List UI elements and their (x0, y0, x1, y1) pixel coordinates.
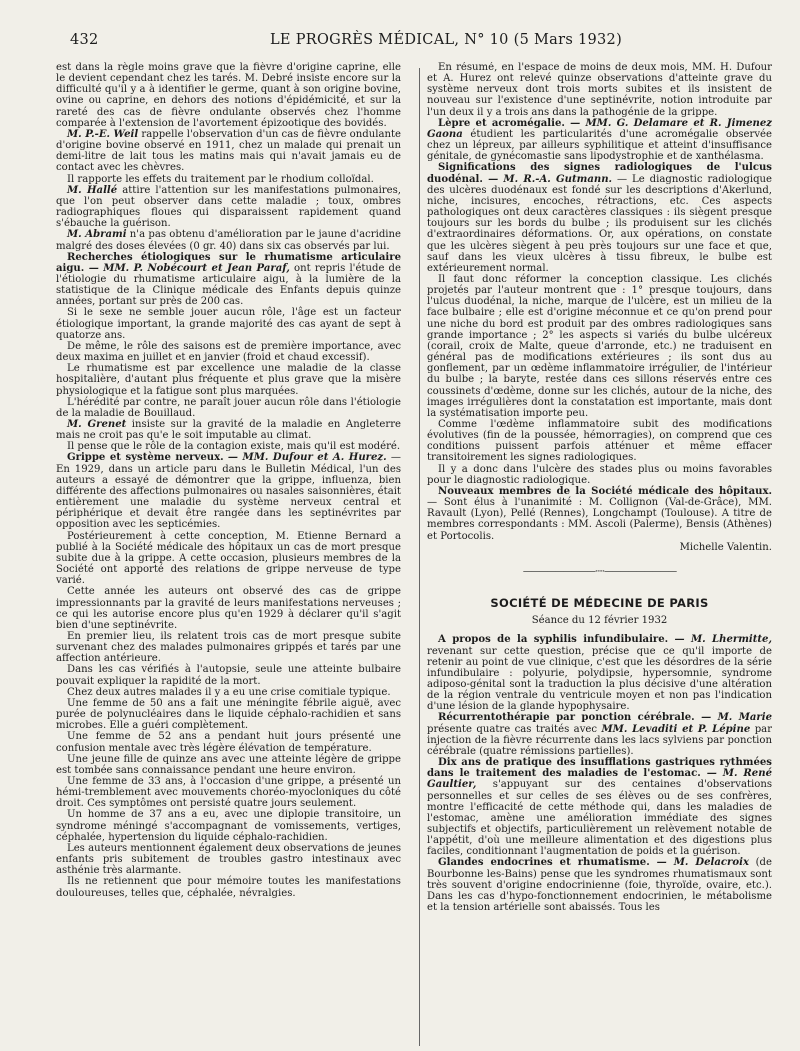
section-title: Grippe et système nerveux. (67, 452, 224, 464)
paragraph: Si le sexe ne semble jouer aucun rôle, l'âge est un facteur étiologique important, la grande majorité des cas ayant de sept à quatorze ans. (56, 307, 401, 341)
section-recurrentotherapie: Récurrentothérapie par ponction cérébrale. — M. Marie présente quatre cas traités avec MM. Levaditi et P. Lépine par injection de la fièvre récurrente dans les lacs sylviens par ponction cérébrale (quatre rémissions partielles). (427, 712, 772, 757)
section-rhumatisme: Recherches étiologiques sur le rhumatisme articulaire aigu. — MM. P. Nobécourt et Jean Paraf, ont repris l'étude de l'étiologie du rhumatisme articulaire aigu, à la lumière de la statistique de la Clinique médicale des Enfants depuis quinze années, portant sur près de 200 cas. (56, 251, 401, 308)
paragraph: Les auteurs mentionnent également deux observations de jeunes enfants pris subitement de troubles gastro intestinaux avec asthénie très alarmante. (56, 842, 401, 877)
paragraph: Cette année les auteurs ont observé des cas de grippe impressionnants par la gravité de leurs manifestations nerveuses ; ce qui les autorise encore plus qu'en 1929 à déclarer qu'il s'agit bien d'une septinévrite. (56, 586, 401, 631)
section-title: Dix ans de pratique des insufflations gastriques rythmées dans le traitement des maladies de l'estomac. (427, 757, 772, 780)
section-glandes: Glandes endocrines et rhumatisme. — M. Delacroix (de Bourbonne les-Bains) pense que les syndromes rhumatismaux sont très souvent d'origine endocrinienne (foie, thyroïde, ovaire, etc.). Dans les cas d'hypo-fonctionnement endocrinien, le métabolisme et la tension artérielle sont abaissés. Tous les (427, 857, 772, 914)
paragraph: M. Grenet insiste sur la gravité de la maladie en Angleterre mais ne croit pas qu'e le soit imputable au climat. (56, 419, 401, 442)
paragraph: Ils ne retiennent que pour mémoire toutes les manifestations douloureuses, telles que, céphalée, névralgies. (56, 876, 401, 899)
paragraph: Il rapporte les effets du traitement par le rhodium colloïdal. (67, 173, 374, 185)
paragraph: Dans les cas vérifiés à l'autopsie, seule une atteinte bulbaire pouvait expliquer la rapidité de la mort. (56, 664, 401, 687)
paragraph: En résumé, en l'espace de moins de deux mois, MM. H. Dufour et A. Hurez ont relevé quinze observations d'atteinte grave du système nerveux dont trois morts subites et ils insistent de nouveau sur l'existence d'une septinévrite, notion introduite par l'un deux il y a trois ans dans la pathogénie de la grippe. (427, 62, 772, 118)
paragraph: M. Abrami n'a pas obtenu d'amélioration par le jaune d'acridine malgré des doses élevées (0 gr. 40) dans six cas observés par lui. (56, 229, 401, 252)
section-insufflations: Dix ans de pratique des insufflations gastriques rythmées dans le traitement des maladies de l'estomac. — M. René Gaultier, s'appuyant sur des centaines d'observations personnelles et sur celles de ses élèves ou de ses confrères, montre l'efficacité de cette méthode qui, dans les maladies de l'estomac, amène une amélioration immédiate des signes subjectifs et objectifs, particulièrement un relèvement notable de l'appétit, d'où une meilleure alimentation et des digestions plus faciles, conditionnant l'augmentation de poids et la guérison. (427, 757, 772, 858)
paragraph: Une femme de 52 ans a pendant huit jours présenté une confusion mentale avec très légère élévation de température. (56, 731, 401, 754)
section-ulcus: Significations des signes radiologiques de l'ulcus duodénal. — M. R.-A. Gutmann. — Le diagnostic radiologique des ulcères duodénaux est fondé sur les descriptions d'Akerlund, niche, incisures, encoches, rétractions, etc. Ces aspects pathologiques ont deux caractères classiques : ils siègent presque toujours sur les bords du bulbe ; ils produisent sur les clichés d'extraordinaires déformations. Or, aux opérations, on constate que les ulcères siègent à peu près toujours sur une face et que, sauf dans les vieux ulcères à tissu fibreux, le bulbe est extérieurement normal. (427, 162, 772, 274)
section-title: A propos de la syphilis infundibulaire. (438, 634, 669, 646)
paragraph: Comme l'œdème inflammatoire subit des modifications évolutives (fin de la poussée, hémorragies), on comprend que ces conditions puissent parfois atténuer et même effacer transitoirement les signes radiologiques. (427, 419, 772, 464)
paragraph: Postérieurement à cette conception, M. Etienne Bernard a publié à la Société médicale des hôpitaux un cas de mort presque subite due à la grippe. A cette occasion, plusieurs membres de la Société ont apporté des relations de grippe nerveuse de type varié. (56, 530, 401, 587)
section-title: Récurrentothérapie par ponction cérébrale. (438, 712, 695, 724)
paragraph: Une jeune fille de quinze ans avec une atteinte légère de grippe est tombée sans connaissance pendant une heure environ. (56, 753, 401, 776)
section-lepre: Lèpre et acromégalie. — MM. G. Delamare et R. Jimenez Gaona étudient les particularités d'une acromégalie observée chez un lépreux, par ailleurs syphilitique et atteint d'insuffisance génitale, de gynécomastie sans lipodystrophie et de xanthélasma. (427, 117, 772, 163)
paragraph: Il faut donc réformer la conception classique. Les clichés projetés par l'auteur montrent que : 1° presque toujours, dans l'ulcus duodénal, la niche, marque de l'ulcère, est un milieu de la face bulbaire ; elle est d'origine méconnue et ce qu'on prend pour une niche du bord est produit par des ombres radiologiques sans grande importance ; 2° les aspects si variés du bulbe ulcéreux (corail, croix de Malte, queue d'arronde, etc.) ne traduisent en général pas de modifications extérieures ; ils sont dus au gonflement, par un œdème inflammatoire irrégulier, de l'intérieur du bulbe ; la baryte, restée dans ces sillons réservés entre ces coussinets d'œdème, donne sur les clichés, autour de la niche, des images irrégulières dont la constatation est importante, mais dont la systématisation importe peu. (427, 273, 772, 419)
paragraph: Une femme de 33 ans, à l'occasion d'une grippe, a présenté un hémi-tremblement avec mouvements choréo-myocloniques du côté droit. Ces symptômes ont persisté quatre jours seulement. (56, 776, 401, 810)
left-column (56, 62, 401, 1047)
section-grippe: Grippe et système nerveux. — MM. Dufour et A. Hurez. — En 1929, dans un article paru dans le Bulletin Médical, l'un des auteurs a essayé de démontrer que la grippe, influenza, bien différente des affections pulmonaires ou nasales saisonnières, était entièrement une maladie du système nerveux central et périphérique et devait être rangée dans les septinévrites par opposition avec les septicémies. (56, 452, 401, 531)
section-title: Recherches étiologiques sur le rhumatisme articulaire aigu. (56, 251, 401, 274)
society-heading: SOCIÉTÉ DE MÉDECINE DE PARIS (490, 596, 709, 611)
paragraph: En premier lieu, ils relatent trois cas de mort presque subite survenant chez des malades pulmonaires grippés et tarés par une affection antérieure. (56, 630, 401, 665)
paragraph: Il pense que le rôle de la contagion existe, mais qu'il est modéré. (67, 441, 401, 453)
journal-title: LE PROGRÈS MÉDICAL, N° 10 (5 Mars 1932) (270, 32, 623, 48)
paragraph: Un homme de 37 ans a eu, avec une diplopie transitoire, un syndrome méningé s'accompagnant de vomissements, vertiges, céphalée, hypertension du liquide céphalo-rachidien. (56, 809, 401, 843)
author-signature: Michelle Valentin. (679, 541, 772, 553)
paragraph: Il y a donc dans l'ulcère des stades plus ou moins favorables pour le diagnostic radiologique. (427, 463, 772, 486)
paragraph: Le rhumatisme est par excellence une maladie de la classe hospitalière, d'autant plus fréquente et plus grave que la misère physiologique et la fatigue sont plus marquées. (56, 363, 401, 397)
section-syphilis: A propos de la syphilis infundibulaire. — M. Lhermitte, revenant sur cette question, précise que ce qu'il importe de retenir au point de vue clinique, c'est que les désordres de la série infundibulaire : polyurie, polydipsie, hypersomnie, syndrome adiposo-génital sont la traduction la plus décisive d'une altération de la région ventrale du ventricule moyen et non pas l'indication d'une lésion de la glande hypophysaire. (427, 634, 772, 713)
paragraph: M. P.-E. Weil rappelle l'observation d'un cas de fièvre ondulante d'origine bovine observé en 1911, chez un malade qui prenait un demi-litre de lait tous les matins mais qui n'avait jamais eu de contact avec les chèvres. (56, 128, 401, 174)
paragraph: M. Hallé attire l'attention sur les manifestations pulmonaires, que l'on peut observer dans cette maladie ; toux, ombres radiographiques floues qui disparaissent rapidement quand s'ébauche la guérison. (56, 184, 401, 230)
paragraph: Une femme de 50 ans a fait une méningite fébrile aiguë, avec purée de polynucléaires dans le liquide céphalo-rachidien et sans microbes. Elle a guéri complètement. (56, 697, 401, 732)
section-nouveaux-membres: Nouveaux membres de la Société médicale des hôpitaux. — Sont élus à l'unanimité : M. Collignon (Val-de-Grâce), MM. Ravault (Lyon), Pellé (Rennes), Longchampt (Toulouse). A titre de membres correspondants : MM. Ascoli (Palerme), Bensis (Athènes) et Portocolis. (427, 485, 772, 542)
section-title: Glandes endocrines et rhumatisme. (438, 857, 650, 869)
paragraph: Chez deux autres malades il y a eu une crise comitiale typique. (67, 686, 391, 698)
section-title: Significations des signes radiologiques de l'ulcus duodénal. (427, 162, 772, 185)
section-title: Nouveaux membres de la Société médicale des hôpitaux. (438, 485, 772, 497)
section-separator: —————————·····————————— (522, 566, 677, 577)
section-title: Lèpre et acromégalie. (438, 117, 565, 129)
page-number: 432 (70, 32, 99, 48)
column-divider (419, 68, 420, 1046)
paragraph: est dans la règle moins grave que la fièvre d'origine caprine, elle le devient cependant chez les tarés. M. Debré insiste encore sur la difficulté qu'il y a à identifier le germe, quant à son origine bovine, ovine ou caprine, en dehors des notions d'épidémicité, et sur la rareté des cas de fièvre ondulante observés chez l'homme comparée à l'extension de l'avortement épizootique des bovidés. (56, 62, 401, 129)
paragraph: De même, le rôle des saisons est de première importance, avec deux maxima en juillet et en janvier (froid et chaud excessif). (56, 340, 401, 364)
session-date: Séance du 12 février 1932 (531, 615, 668, 627)
right-column (427, 62, 772, 1047)
paragraph: L'hérédité par contre, ne paraît jouer aucun rôle dans l'étiologie de la maladie de Bouillaud. (56, 396, 401, 419)
